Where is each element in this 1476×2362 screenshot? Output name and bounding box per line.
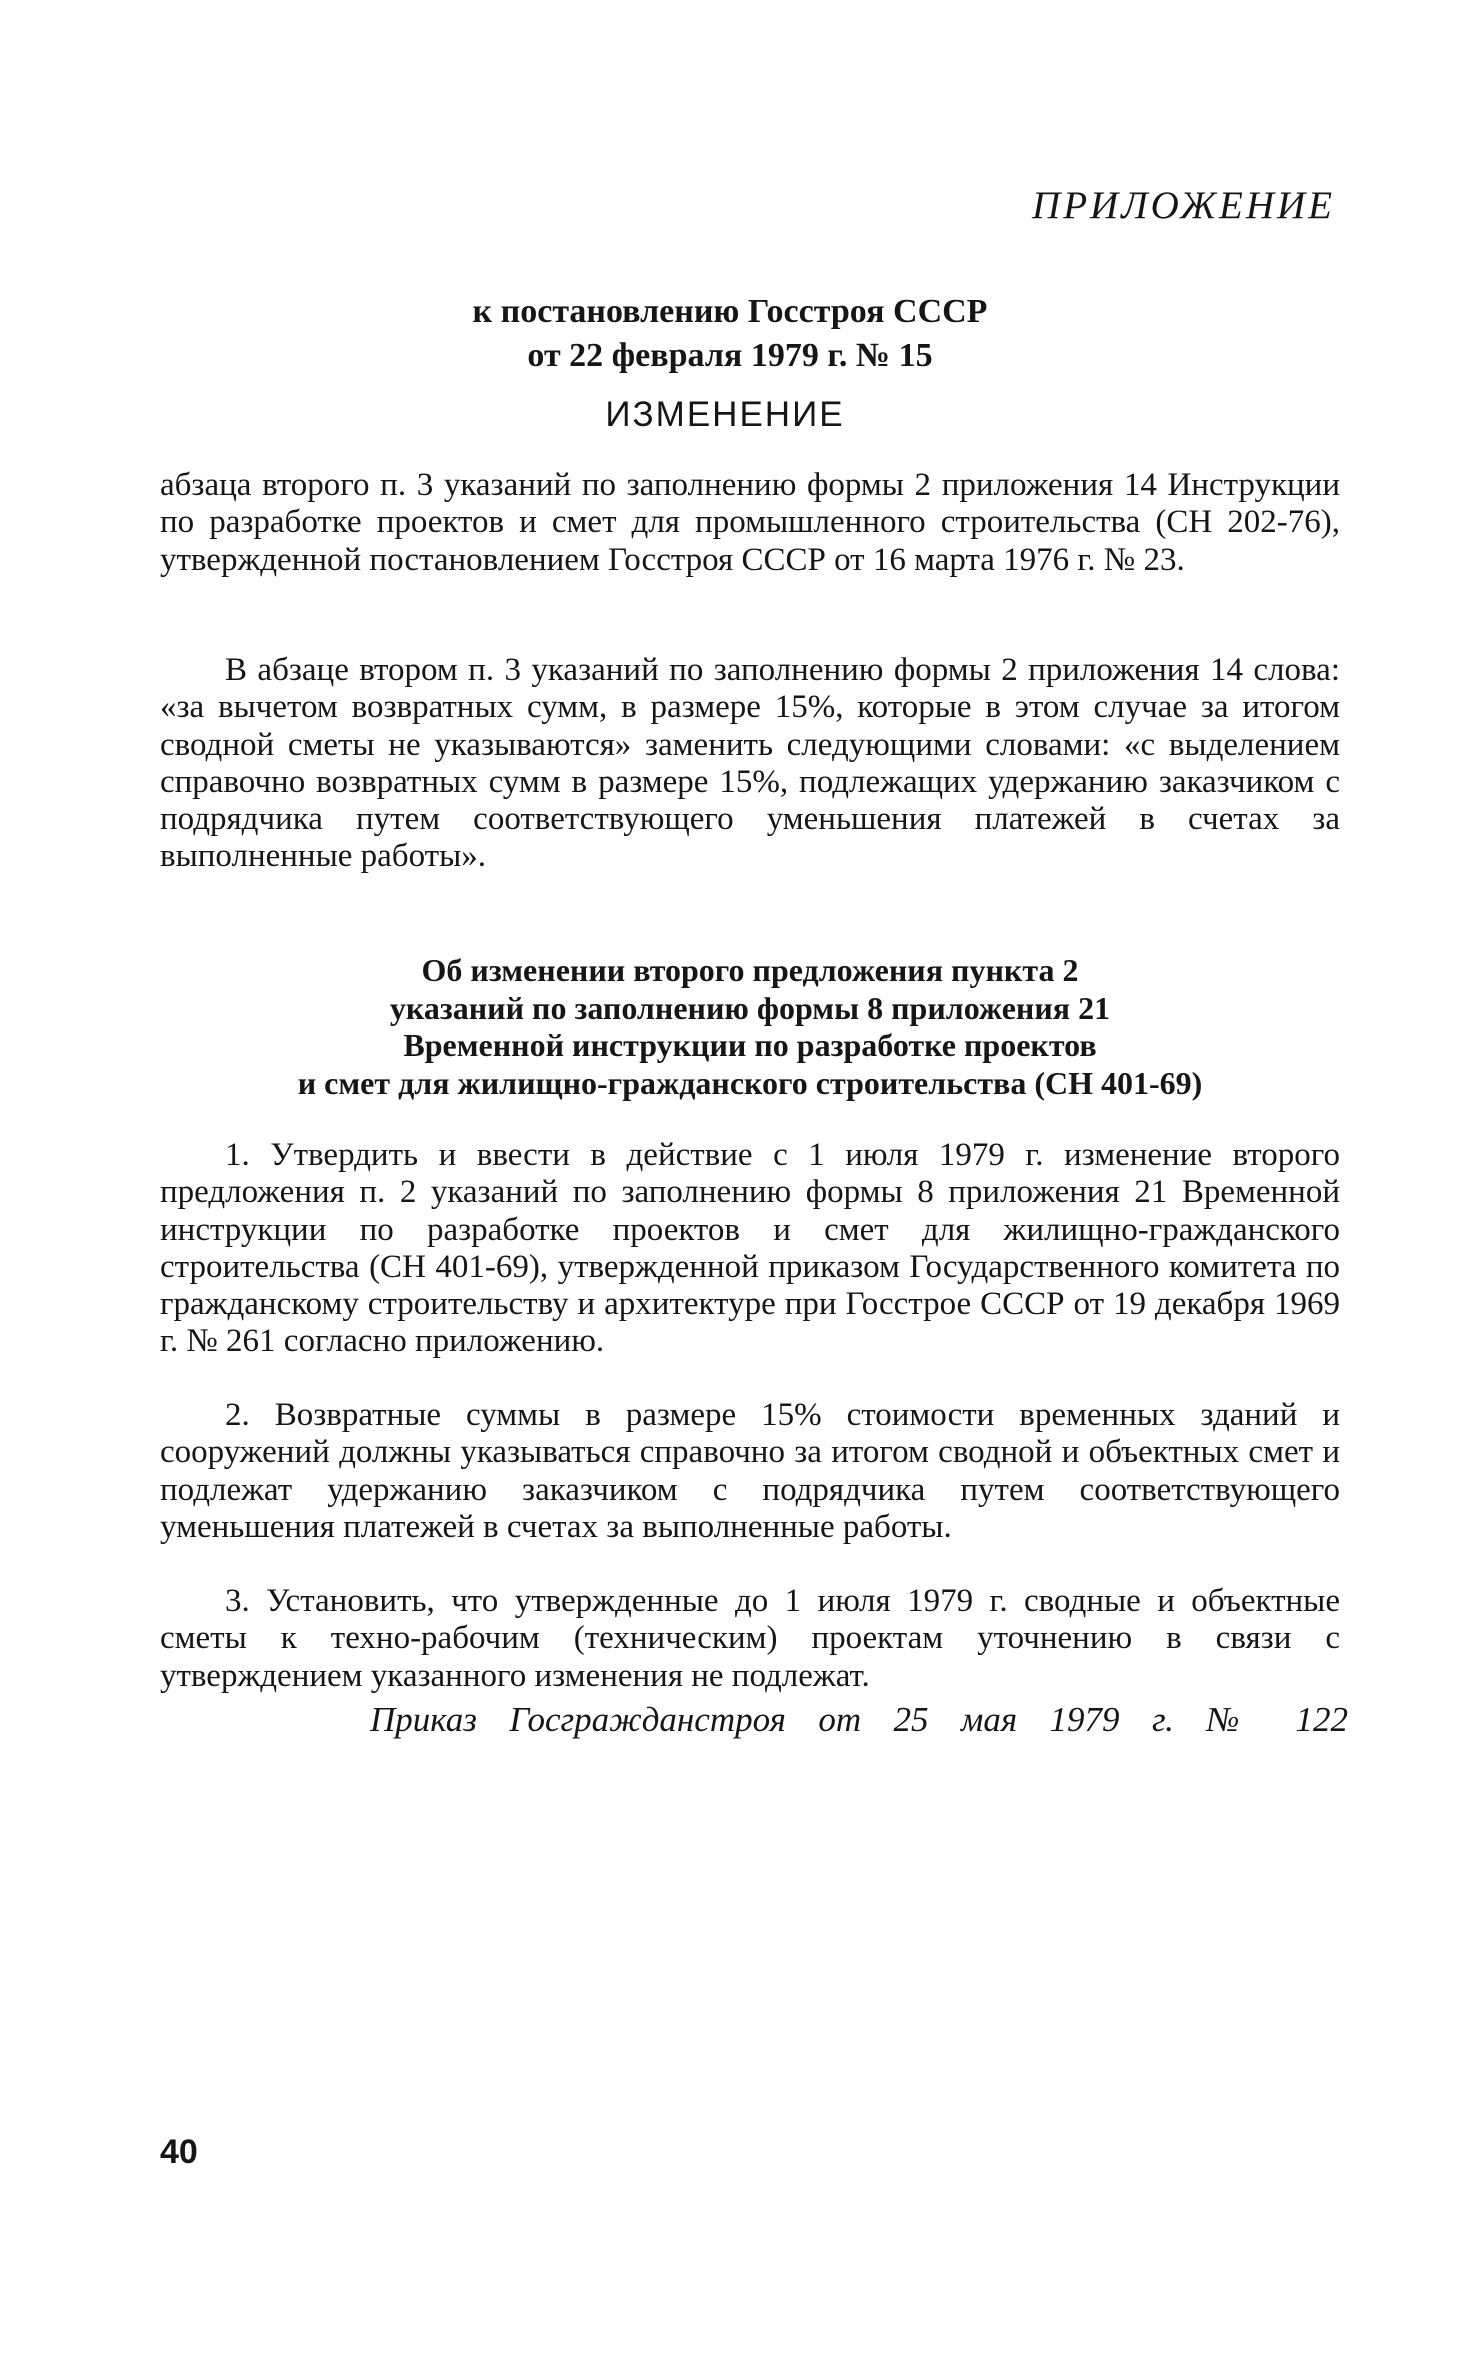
item-2-paragraph: 2. Возвратные суммы в размере 15% стоимости временных зданий и сооружений должны указываться справочно за итогом сводной и объектных смет и подлежат удержанию заказчиком с подрядчика путем соответствующего уменьшения платежей в счетах за выполненные работы.: [160, 1397, 1340, 1545]
resolution-reference-line: от 22 февраля 1979 г. № 15: [527, 337, 933, 374]
change-body-paragraph: В абзаце втором п. 3 указаний по заполнению формы 2 приложения 14 слова: «за вычетом возвратных сумм, в размере 15%, которые в этом случае за итогом сводной сметы не указываются» заменить следующими словами: «с выделением справочно возвратных сумм в размере 15%, подлежащих удержанию заказчиком с подрядчика путем соответствующего уменьшения платежей в счетах за выполненные работы».: [160, 652, 1340, 875]
page-number: 40: [160, 2133, 198, 2171]
section-heading-line: указаний по заполнению формы 8 приложения 21: [389, 989, 1111, 1026]
item-3-paragraph: 3. Установить, что утвержденные до 1 июля 1979 г. сводные и объектные сметы к техно-рабочим (техническим) проектам уточнению в связи с утверждением указанного изменения не подлежат.: [160, 1583, 1340, 1694]
resolution-reference: [380, 290, 1080, 378]
change-heading: ИЗМЕНЕНИЕ: [605, 395, 845, 434]
section-heading: [160, 952, 1340, 1102]
change-subject-paragraph: абзаца второго п. 3 указаний по заполнению формы 2 приложения 14 Инструкции по разработке проектов и смет для промышленного строительства (СН 202-76), утвержденной постановлением Госстроя СССР от 16 марта 1976 г. № 23.: [160, 467, 1340, 578]
item-1-paragraph: 1. Утвердить и ввести в действие с 1 июля 1979 г. изменение второго предложения п. 2 указаний по заполнению формы 8 приложения 21 Временной инструкции по разработке проектов и смет для жилищно-гражданского строительства (СН 401-69), утвержденной приказом Государственного комитета по гражданскому строительству и архитектуре при Госстрое СССР от 19 декабря 1969 г. № 261 согласно приложению.: [160, 1137, 1340, 1360]
section-heading-line: Временной инструкции по разработке проектов: [403, 1027, 1097, 1063]
order-reference: Приказ Госгражданстроя от 25 мая 1979 г. № 122: [370, 1700, 1348, 1739]
resolution-reference-line: к постановлению Госстроя СССР: [472, 293, 988, 330]
section-heading-line: и смет для жилищно-гражданского строительства (СН 401-69): [297, 1064, 1203, 1101]
section-heading-line: Об изменении второго предложения пункта 2: [421, 952, 1079, 988]
appendix-label: ПРИЛОЖЕНИЕ: [1032, 184, 1335, 227]
